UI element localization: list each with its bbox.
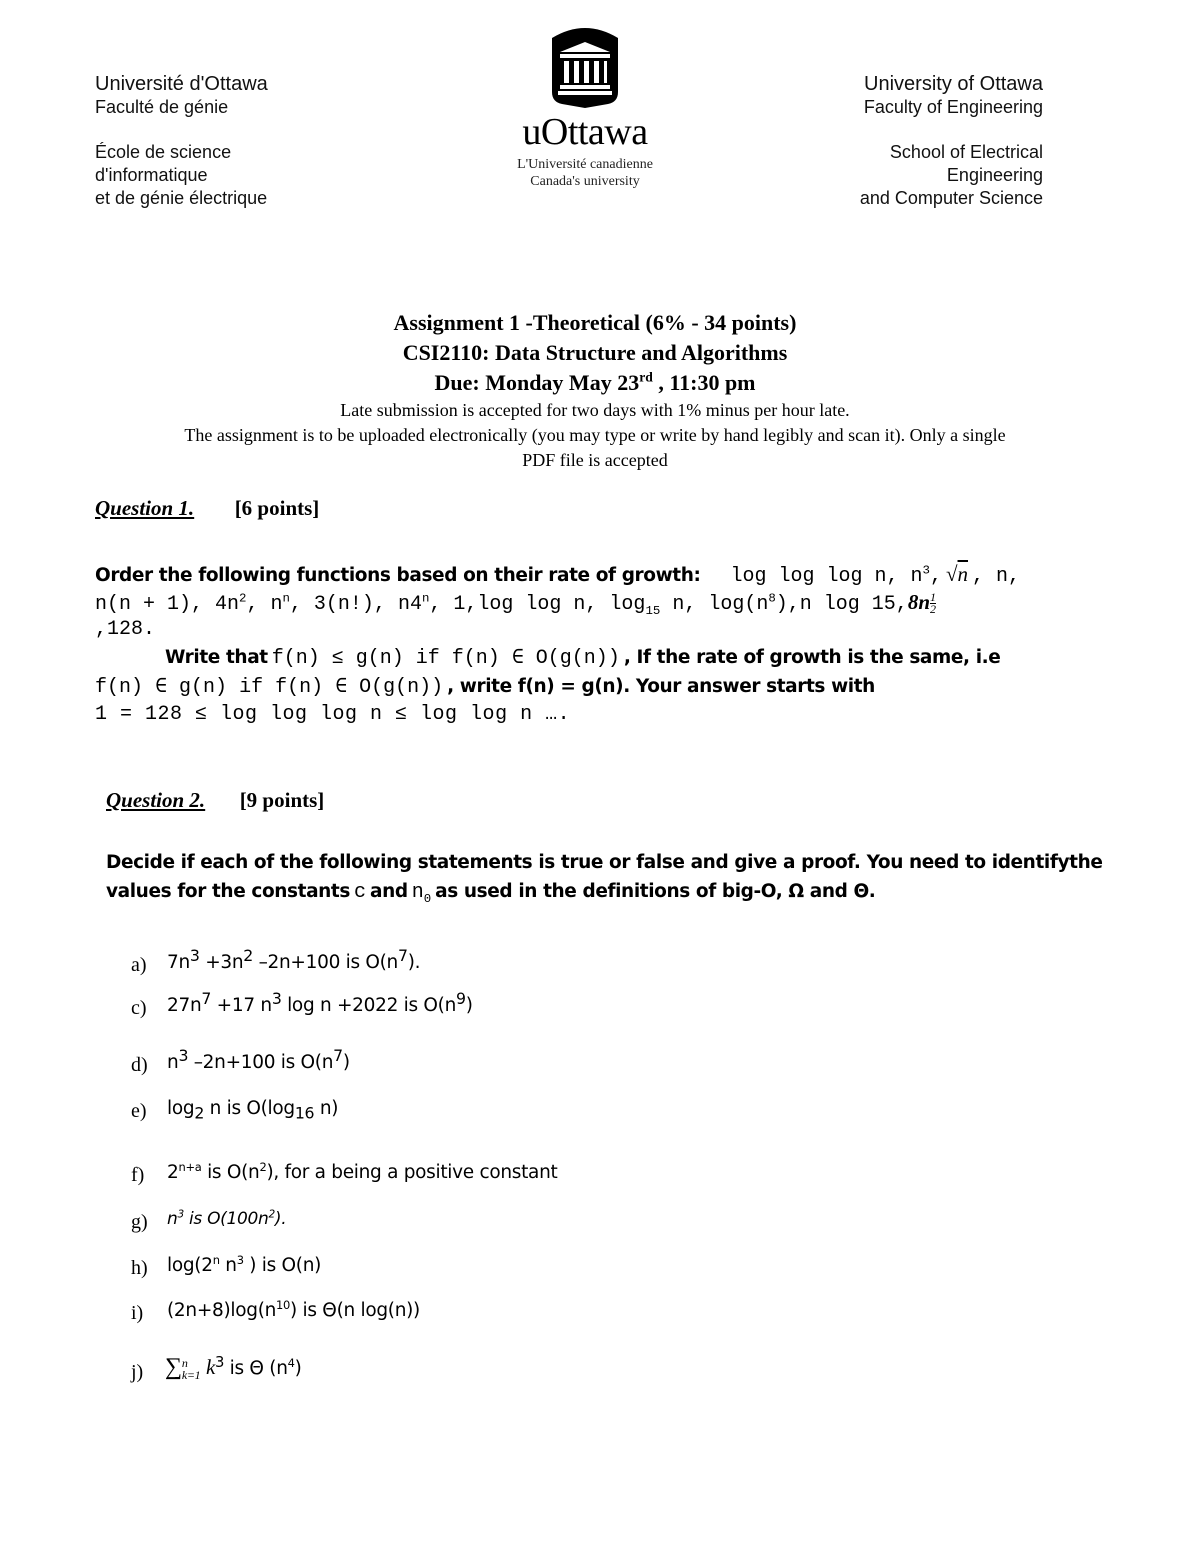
item-f-label: f) xyxy=(131,1164,145,1186)
question-1-label: Question 1. xyxy=(95,496,195,520)
item-e-statement: $\log_2 n$ is $O(\log_{16}$ n) xyxy=(167,1098,339,1123)
item-g-label: g) xyxy=(131,1211,148,1233)
header-right-block xyxy=(860,73,1043,210)
upload-instructions-line2: PDF file is accepted xyxy=(522,450,668,470)
item-h-statement: log(2$^n$ $n^3$ ) is O(n) xyxy=(167,1252,322,1276)
assignment-title: Assignment 1 -Theoretical (6% - 34 points) xyxy=(393,310,797,335)
q1-condition-1: f(n) ≤ g(n) if f(n) ∈ O(g(n)) xyxy=(271,647,620,670)
item-e-label: e) xyxy=(131,1100,147,1122)
item-i-label: i) xyxy=(131,1302,144,1324)
item-d-label: d) xyxy=(131,1054,148,1076)
item-j-label: j) xyxy=(131,1361,144,1383)
school-name-fr-line1: École de science xyxy=(95,142,232,162)
q1-intro: Order the following functions based on their rate of growth: xyxy=(95,565,701,586)
uottawa-logo xyxy=(480,22,690,190)
item-i-statement: $(2n+8)\log(n^{10})$ is Θ(n log(n)) xyxy=(167,1297,420,1321)
building-crest-icon xyxy=(548,22,622,108)
school-name-en-line2: Engineering xyxy=(946,165,1043,185)
university-name-en: University of Ottawa xyxy=(864,73,1043,95)
q1-funcs-a: log log log n, $n^3$, xyxy=(730,563,942,588)
question-2-label: Question 2. xyxy=(106,788,206,812)
q1-line-3: ,128. xyxy=(95,618,156,641)
upload-instructions-line1: The assignment is to be uploaded electronically (you may type or write by hand legibly and scan it). Only a single xyxy=(184,425,1006,445)
question-1-heading xyxy=(95,496,319,521)
q1-answer-start: 1 = 128 ≤ log log log n ≤ log log n …. xyxy=(95,703,571,726)
q1-line-1 xyxy=(95,562,1020,588)
logo-wordmark: uOttawa xyxy=(522,111,648,153)
university-name-fr: Université d'Ottawa xyxy=(95,73,268,95)
q1-line-2: n(n + 1), $4n^2$, $n^n$, 3(n!), n4$^n$, 1,log log n, $\log_{15} n$, $\log(n^8),n$ log 15,8n $\frac{1}{2}$ xyxy=(95,590,936,618)
item-j-statement: ∑ n k=1 $k^3$ is Θ $(n^4)$ xyxy=(165,1353,302,1382)
item-c-statement: $27n^7 +17$ $n^3$ log n +2022 is $O(n^9)$ xyxy=(167,988,473,1016)
item-c-label: c) xyxy=(131,997,147,1019)
item-h-label: h) xyxy=(131,1257,148,1279)
question-2-heading xyxy=(106,788,324,813)
item-a-statement: $7n^3 +3n^2$ –2n+100 is $O(n^7)$. xyxy=(167,945,421,973)
question-2-points: [9 points] xyxy=(239,788,325,812)
school-name-en-line1: School of Electrical xyxy=(889,142,1043,162)
logo-tagline-fr: L'Université canadienne xyxy=(517,157,653,172)
faculty-name-fr: Faculté de génie xyxy=(95,97,229,117)
summation-symbol: ∑ xyxy=(165,1354,182,1380)
sqrt-n: √n xyxy=(945,562,969,586)
school-name-fr-line2: d'informatique xyxy=(95,165,208,185)
item-a-label: a) xyxy=(131,954,147,976)
q2-intro-line1: Decide if each of the following statements is true or false and give a proof. You need to identifythe xyxy=(106,852,1103,873)
logo-tagline-en: Canada's university xyxy=(530,174,640,189)
school-name-en-line3: and Computer Science xyxy=(859,188,1043,208)
q1-funcs-b: , n, xyxy=(972,565,1021,588)
q2-intro-line2: values for the constants c and $n_0$ as used in the definitions of big-O, Ω and Θ. xyxy=(106,881,876,906)
header-left-block xyxy=(95,73,268,210)
item-g-statement: $n^3$ is $O(100n^2)$. xyxy=(167,1208,287,1229)
question-1-points: [6 points] xyxy=(234,496,320,520)
course-title: CSI2110: Data Structure and Algorithms xyxy=(402,340,788,365)
q1-line-5: f(n) ∈ g(n) if f(n) ∈ O(g(n)) , write f(n) = g(n). Your answer starts with xyxy=(95,676,875,699)
q1-line-4: Write that f(n) ≤ g(n) if f(n) ∈ O(g(n)) , If the rate of growth is the same, i.e xyxy=(165,647,1001,670)
item-d-statement: $n^3$ –2n+100 is $O(n^7)$ xyxy=(167,1045,350,1073)
item-f-statement: $2^{n+a}$ is $O(n^2)$, for a being a positive constant xyxy=(167,1159,558,1183)
due-date: Due: Monday May 23rd , 11:30 pm xyxy=(434,369,756,395)
late-policy: Late submission is accepted for two days with 1% minus per hour late. xyxy=(340,400,850,420)
faculty-name-en: Faculty of Engineering xyxy=(863,97,1043,117)
assignment-title-block xyxy=(60,308,1130,473)
school-name-fr-line3: et de génie électrique xyxy=(95,188,268,208)
q1-condition-2: f(n) ∈ g(n) if f(n) ∈ O(g(n)) xyxy=(95,676,444,699)
